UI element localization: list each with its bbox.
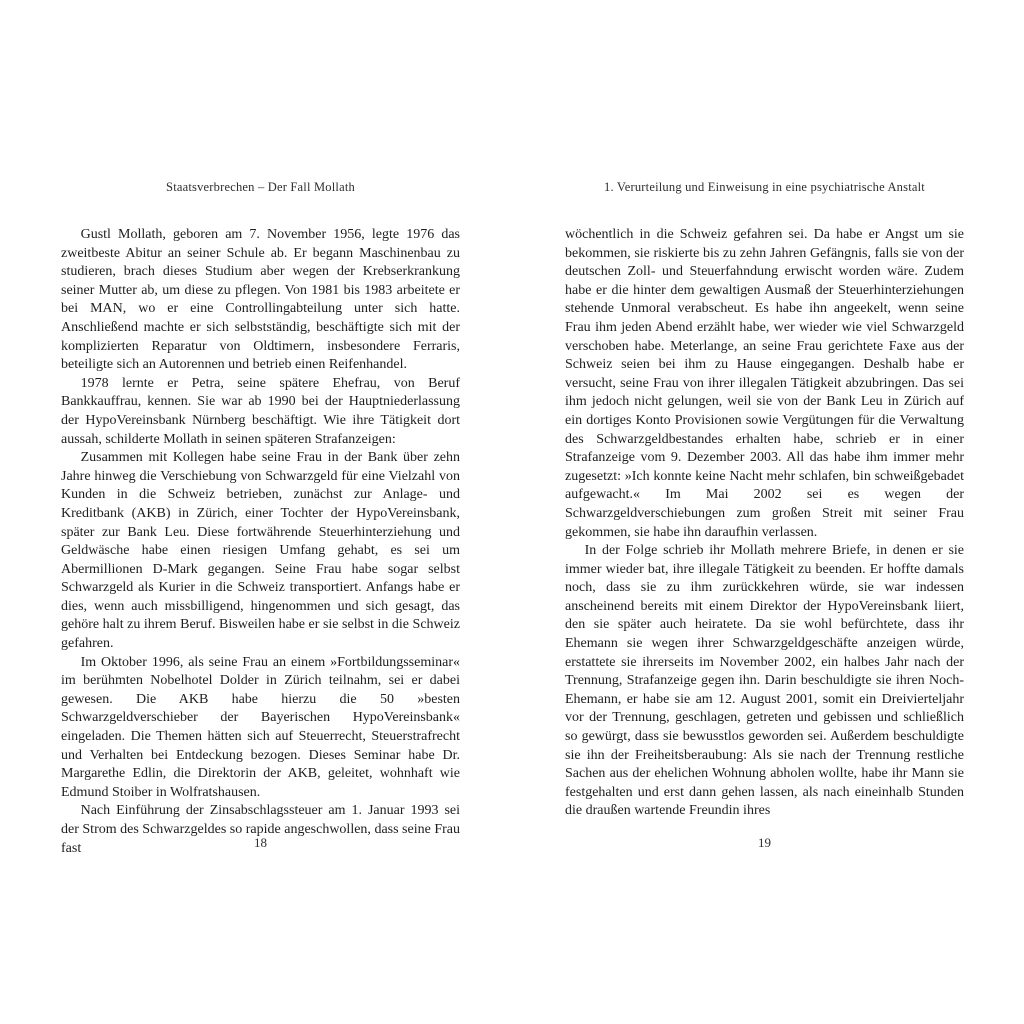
right-page-body bbox=[565, 226, 964, 821]
paragraph: In der Folge schrieb ihr Mollath mehrere Briefe, in denen er sie immer wieder bat, ihre illegale Tätigkeit zu beenden. Er hoffte damals noch, dass sie zu ihm zurückkehren würde, sie war indessen anscheinend bereits mit einem Direktor der HypoVereinsbank liiert, den sie später auch heiratete. Da sie wohl befürchtete, dass ihr Ehemann sie wegen ihrer Schwarzgeldgeschäfte anzeigen würde, erstattete sie ihrerseits im November 2002, ein halbes Jahr nach der Trennung, Strafanzeige gegen ihn. Darin beschuldigte sie ihren Noch-Ehemann, er habe sie am 12. August 2001, somit ein Dreivierteljahr vor der Trennung, geschlagen, getreten und gebissen und schließlich so gewürgt, dass sie bewusstlos geworden sei. Außerdem beschuldigte sie ihn der Freiheitsberaubung: Als sie nach der Trennung restliche Sachen aus der ehelichen Wohnung abholen wollte, habe ihr Mann sie festgehalten und erst dann gehen lassen, als nach eineinhalb Stunden die draußen wartende Freundin ihres bbox=[565, 543, 964, 819]
paragraph: Gustl Mollath, geboren am 7. November 1956, legte 1976 das zweitbeste Abitur an seiner Schule ab. Er begann Maschinenbau zu studieren, brach dieses Studium aber wegen der Krebserkrankung seiner Mutter ab, um diese zu pflegen. Von 1981 bis 1983 arbeitete er bei MAN, wo er eine Controllingabteilung unter sich hatte. Anschließend machte er sich selbstständig, beschäftigte sich mit der komplizierten Reparatur von Oldtimern, insbesondere Ferraris, beteiligte sich an Autorennen und betrieb einen Reifenhandel. bbox=[61, 227, 460, 373]
paragraph: Nach Einführung der Zinsabschlagssteuer am 1. Januar 1993 sei der Strom des Schwarzgeldes so rapide angeschwollen, dass seine Frau fast bbox=[61, 803, 460, 856]
left-page-number: 18 bbox=[254, 835, 267, 850]
left-page bbox=[61, 0, 460, 1024]
left-page-body bbox=[61, 226, 460, 858]
left-running-head: Staatsverbrechen – Der Fall Mollath bbox=[166, 180, 355, 194]
right-page-number: 19 bbox=[758, 835, 771, 850]
paragraph: Im Oktober 1996, als seine Frau an einem »Fortbildungsseminar« im berühmten Nobelhotel Dolder in Zürich teilnahm, sei er dabei gewesen. Die AKB habe hierzu die 50 »besten Schwarzgeldverschieber der Bayerischen HypoVereinsbank« eingeladen. Die Themen hätten sich auf Steuerrecht, Steuerstrafrecht und Verhalten bei Entdeckung bezogen. Dieses Seminar habe Dr. Margarethe Edlin, die Direktorin der AKB, geleitet, wohnhaft wie Edmund Stoiber in Wolfratshausen. bbox=[61, 654, 460, 800]
paragraph: 1978 lernte er Petra, seine spätere Ehefrau, von Beruf Bankkauffrau, kennen. Sie war ab 1990 bei der Hauptniederlassung der HypoVereinsbank Nürnberg beschäftigt. Wie ihre Tätigkeit dort aussah, schilderte Mollath in seinen späteren Strafanzeigen: bbox=[61, 375, 460, 447]
paragraph: wöchentlich in die Schweiz gefahren sei. Da habe er Angst um sie bekommen, sie riskierte bis zu zehn Jahren Gefängnis, falls sie von der deutschen Zoll- und Steuerfahndung erwischt worden wäre. Zudem habe er die hinter dem gewaltigen Ausmaß der Steuerhinterziehungen stehende Unmoral verabscheut. Es habe ihn angeekelt, wenn seine Frau ihm jeden Abend erzählt habe, wer wieder wie viel Schwarzgeld verschoben habe. Meterlange, an seine Frau gerichtete Faxe aus der Schweiz seien bei ihm zu Hause eingegangen. Deshalb habe er versucht, seine Frau von ihrer illegalen Tätigkeit abzubringen. Das sei ihm jedoch nicht gelungen, weil sie von der Bank Leu in Zürich auf ein dortiges Konto Provisionen sowie Vergütungen für die Verwaltung des Schwarzgeldbestandes erhalten habe, schrieb er in einer Strafanzeige vom 9. Dezember 2003. All das habe ihm immer mehr zugesetzt: »Ich konnte keine Nacht mehr schlafen, bin schweißgebadet aufgewacht.« Im Mai 2002 sei es wegen der Schwarzgeldverschiebungen zum großen Streit mit seiner Frau gekommen, sie habe ihn daraufhin verlassen. bbox=[565, 227, 964, 540]
right-running-head: 1. Verurteilung und Einweisung in eine psychiatrische Anstalt bbox=[604, 180, 925, 194]
paragraph: Zusammen mit Kollegen habe seine Frau in der Bank über zehn Jahre hinweg die Verschiebung von Schwarzgeld für eine Vielzahl von Kunden in die Schweiz betrieben, zunächst zur Anlage- und Kreditbank (AKB) in Zürich, einer Tochter der HypoVereinsbank, später zur Bank Leu. Diese fortwährende Steuerhinterziehung und Geldwäsche habe einen riesigen Umfang gehabt, es sei um Abermillionen D-Mark gegangen. Seine Frau habe sogar selbst Schwarzgeld als Kurier in die Schweiz transportiert. Anfangs habe er dies, wenn auch missbilligend, hingenommen und sich gesagt, das gehöre halt zu ihrem Beruf. Bisweilen habe er sie selbst in die Schweiz gefahren. bbox=[61, 450, 460, 652]
right-page bbox=[565, 0, 964, 1024]
